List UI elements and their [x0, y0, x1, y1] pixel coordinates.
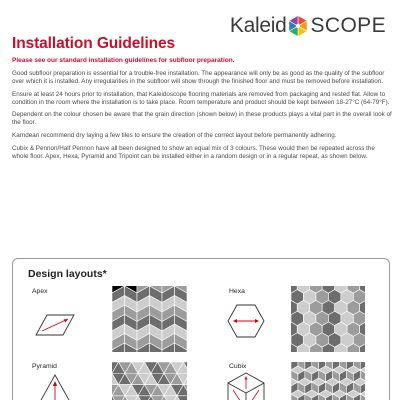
layout-label-pyramid: Pyramid	[32, 363, 57, 370]
design-layouts-title: Design layouts*	[28, 268, 107, 280]
brand-logo	[230, 14, 386, 38]
triangle-arrow-icon	[35, 374, 75, 400]
paragraph-dry-laying: Karndean recommend dry laying a few tiles to ensure the creation of the correct layout before permanently adhering.	[12, 132, 337, 140]
page-title: Installation Guidelines	[12, 35, 176, 52]
cube-arrows-icon	[227, 372, 265, 400]
kaleidoscope-logo-icon	[287, 15, 309, 37]
cubix-pattern-swatch	[291, 362, 365, 400]
paragraph-conditioning: Ensure at least 24 hours prior to installation, that Kaleidoscope flooring materials are removed from packaging and rested flat. Allow to condition in the room where the installation is to take place. Room temperature and product should be kept between 18-27°C (64-79°F).	[12, 90, 390, 106]
apex-pattern-swatch	[112, 286, 187, 352]
paragraph-grain-direction: Dependent on the colour chosen be aware that the grain direction (shown below) in these products plays a vital part in the overall look of the floor.	[12, 111, 392, 127]
hexagon-arrow-icon	[227, 304, 265, 338]
design-layouts-panel	[12, 258, 390, 400]
hexa-pattern-swatch	[291, 286, 365, 352]
guidelines-body	[12, 70, 392, 165]
layout-label-hexa: Hexa	[229, 288, 245, 295]
page-subtitle: Please see our standard installation guidelines for subfloor preparation.	[12, 57, 235, 64]
paragraph-subfloor: Good subfloor preparation is essential for a trouble-free installation. The appearance will only be as good as the quality of the subfloor over which it is installed. Any irregularities in the subfloor will show through the finished floor and must be removed before installation.	[12, 70, 385, 86]
logo-text-scope: SCOPE	[310, 14, 386, 37]
layout-label-cubix: Cubix	[229, 363, 247, 370]
logo-text-kaleid: Kaleid	[229, 14, 287, 37]
paragraph-colour-mix: Cubix & Pennon/Half Pennon have all been designed to show an equal mix of 3 colours. These would then be repeated across the whole floor. Apex, Hexa, Pyramid and Tripoint can be installed either in a random design or in a regular repeat, as shown below.	[12, 144, 375, 160]
parallelogram-arrow-icon	[35, 314, 75, 336]
layout-label-apex: Apex	[32, 288, 48, 295]
pyramid-pattern-swatch	[112, 362, 187, 400]
